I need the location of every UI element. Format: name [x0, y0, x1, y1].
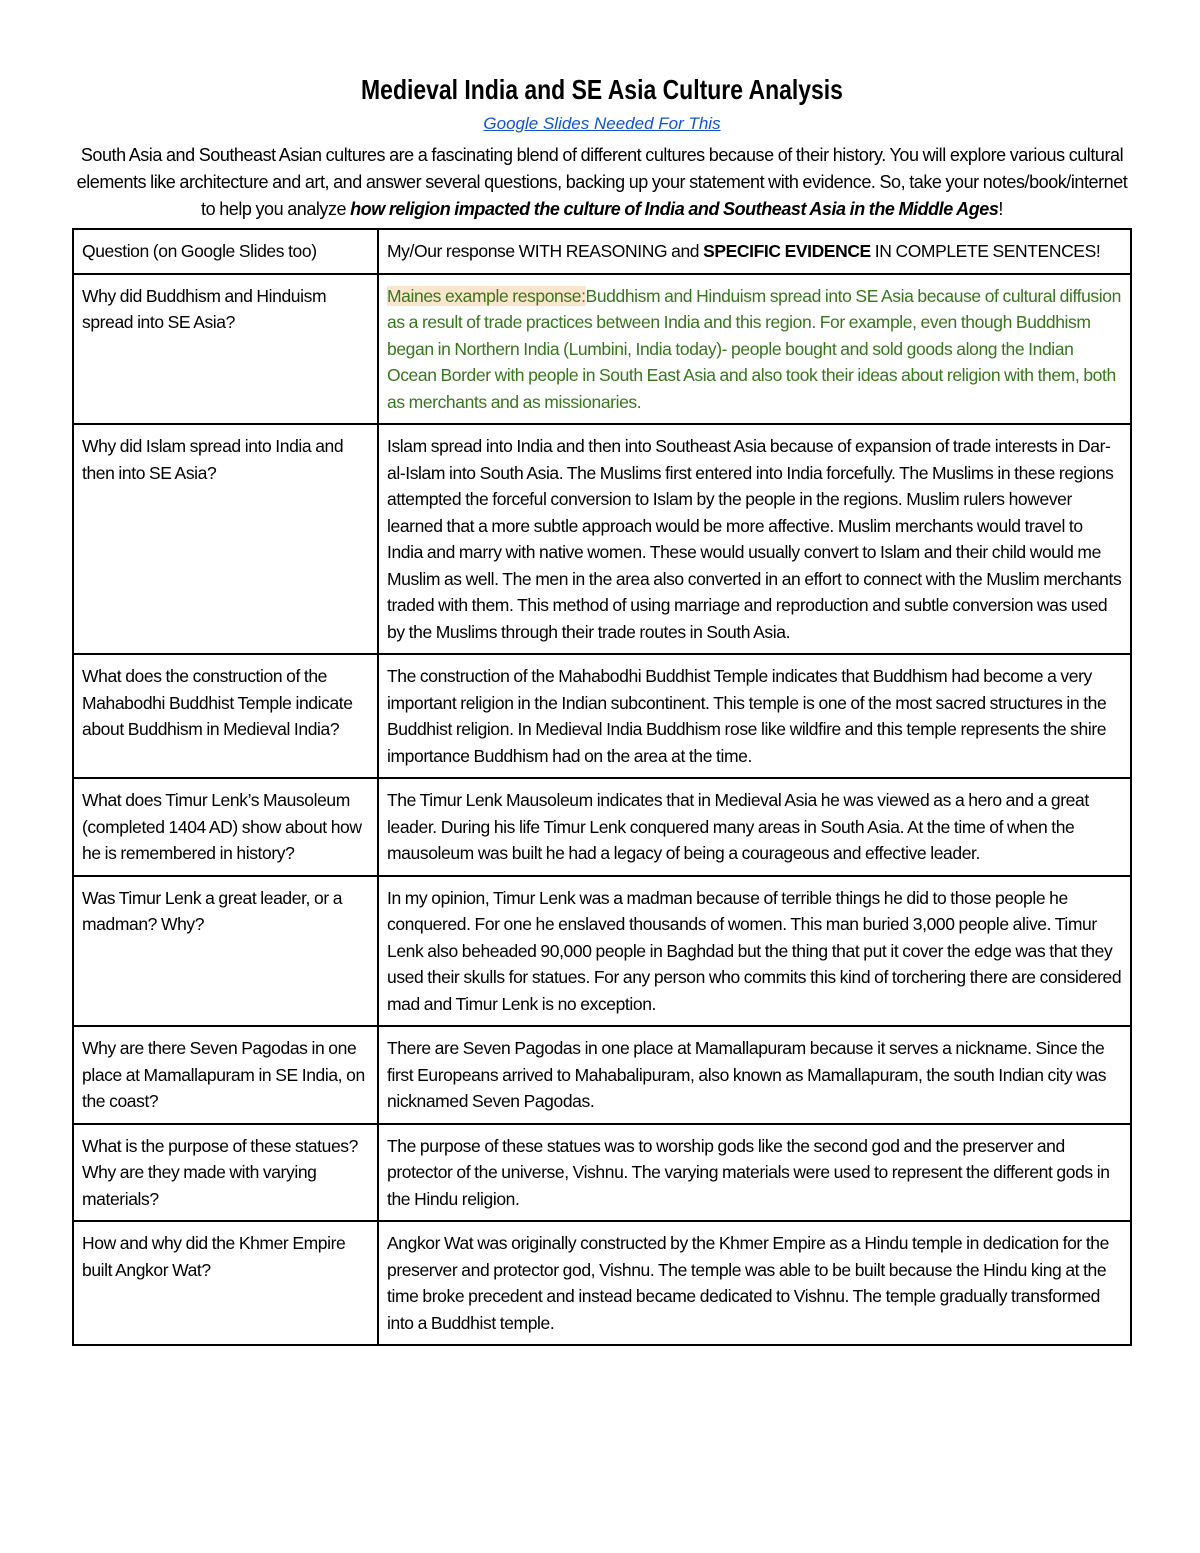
answer-cell[interactable]	[378, 778, 1131, 876]
answer-cell[interactable]	[378, 424, 1131, 654]
answer-text: The Timur Lenk Mausoleum indicates that in Medieval Asia he was viewed as a hero and a great leader. During his life Timur Lenk conquered many areas in South Asia. At the time of when the mausoleum was built he had a legacy of being a courageous and effective leader.	[387, 790, 1089, 863]
question-text: Why did Islam spread into India and then into SE Asia?	[82, 436, 344, 483]
document-page	[72, 72, 1132, 1333]
google-slides-link[interactable]: Google Slides Needed For This	[483, 114, 721, 133]
link-line	[72, 114, 1132, 140]
intro-end: !	[998, 199, 1003, 219]
header-response-cell	[378, 229, 1131, 274]
example-label-highlight: Maines example response:	[387, 285, 586, 306]
question-text: How and why did the Khmer Empire built Angkor Wat?	[82, 1233, 346, 1280]
answer-text: The construction of the Mahabodhi Buddhist Temple indicates that Buddhism had become a very important religion in the Indian subcontinent. This temple is one of the most sacred structures in the Buddhist religion. In Medieval India Buddhism rose like wildfire and this temple represents the shire importance Buddhism had on the area at the time.	[387, 666, 1107, 766]
header-response-suffix: IN COMPLETE SENTENCES!	[870, 241, 1101, 261]
table-row	[73, 876, 1131, 1027]
answer-text: In my opinion, Timur Lenk was a madman because of terrible things he did to those people he conquered. For one he enslaved thousands of women. This man buried 3,000 people alive. Timur Lenk also beheaded 90,000 people in Baghdad but the thing that put it cover the edge was that they used their skulls for statues. For any person who commits this kind of torchering there are considered mad and Timur Lenk is no exception.	[387, 887, 1122, 1014]
question-cell	[73, 274, 378, 425]
question-cell	[73, 1221, 378, 1345]
table-row	[73, 778, 1131, 876]
answer-cell[interactable]	[378, 1026, 1131, 1124]
question-cell	[73, 1124, 378, 1222]
header-question: Question (on Google Slides too)	[82, 241, 317, 261]
page-title: Medieval India and SE Asia Culture Analysis	[361, 74, 843, 105]
question-text: Why did Buddhism and Hinduism spread into SE Asia?	[82, 285, 327, 332]
question-cell	[73, 1026, 378, 1124]
table-row	[73, 1026, 1131, 1124]
answer-cell[interactable]	[378, 1124, 1131, 1222]
example-row	[73, 274, 1131, 425]
answer-cell[interactable]	[378, 274, 1131, 425]
table-row	[73, 424, 1131, 654]
question-text: What does the construction of the Mahabodhi Buddhist Temple indicate about Buddhism in Medieval India?	[82, 666, 353, 739]
example-answer: Buddhism and Hinduism spread into SE Asia because of cultural diffusion as a result of trade practices between India and this region. For example, even though Buddhism began in Northern India (Lumbini, India today)- people bought and sold goods along the Indian Ocean Border with people in South East Asia and also took their ideas about religion with them, both as merchants and as missionaries.	[387, 285, 1121, 412]
header-response-prefix: My/Our response WITH REASONING and	[387, 241, 704, 261]
table-row	[73, 654, 1131, 778]
answer-cell[interactable]	[378, 1221, 1131, 1345]
intro-emphasis: how religion impacted the culture of India and Southeast Asia in the Middle Ages	[350, 199, 999, 219]
question-cell	[73, 876, 378, 1027]
answer-cell[interactable]	[378, 654, 1131, 778]
answer-text: Angkor Wat was originally constructed by the Khmer Empire as a Hindu temple in dedication for the preserver and protector god, Vishnu. The temple was able to be built because the Hindu king at the time broke precedent and instead became dedicated to Vishnu. The temple gradually transformed into a Buddhist temple.	[387, 1233, 1109, 1333]
answer-text: There are Seven Pagodas in one place at Mamallapuram because it serves a nickname. Since the first Europeans arrived to Mahabalipuram, also known as Mamallapuram, the south Indian city was nicknamed Seven Pagodas.	[387, 1038, 1107, 1111]
intro-text: South Asia and Southeast Asian cultures are a fascinating blend of different cultures because of their history. You will explore various cultural elements like architecture and art, and answer several questions, backing up your statement with evidence. So, take your notes/book/internet to help you analyze	[76, 145, 1128, 219]
table-row	[73, 1221, 1131, 1345]
header-response-bold: SPECIFIC EVIDENCE	[703, 241, 871, 261]
answer-cell[interactable]	[378, 876, 1131, 1027]
question-text: What does Timur Lenk’s Mausoleum (completed 1404 AD) show about how he is remembered in history?	[82, 790, 362, 863]
table-row	[73, 1124, 1131, 1222]
intro-paragraph	[72, 142, 1132, 223]
table-header-row	[73, 229, 1131, 274]
question-text: What is the purpose of these statues? Why are they made with varying materials?	[82, 1135, 358, 1209]
question-table	[72, 228, 1132, 1346]
answer-text: Islam spread into India and then into Southeast Asia because of expansion of trade interests in Dar-al-Islam into South Asia. The Muslims first entered into India forcefully. The Muslims in these regions attempted the forceful conversion to Islam by the people in the regions. Muslim rulers however learned that a more subtle approach would be more affective. Muslim merchants would travel to India and marry with native women. These would usually convert to Islam and their child would me Muslim as well. The men in the area also converted in an effort to connect with the Muslim merchants traded with them. This method of using marriage and reproduction and subtle conversion was used by the Muslims through their trade routes in South Asia.	[387, 436, 1122, 642]
question-cell	[73, 424, 378, 654]
question-text: Was Timur Lenk a great leader, or a madman? Why?	[82, 887, 343, 934]
question-text: Why are there Seven Pagodas in one place at Mamallapuram in SE India, on the coast?	[82, 1038, 365, 1111]
question-cell	[73, 654, 378, 778]
answer-text: The purpose of these statues was to worship gods like the second god and the preserver and protector of the universe, Vishnu. The varying materials were used to represent the different gods in the Hindu religion.	[387, 1135, 1110, 1209]
header-question-cell	[73, 229, 378, 274]
question-cell	[73, 778, 378, 876]
